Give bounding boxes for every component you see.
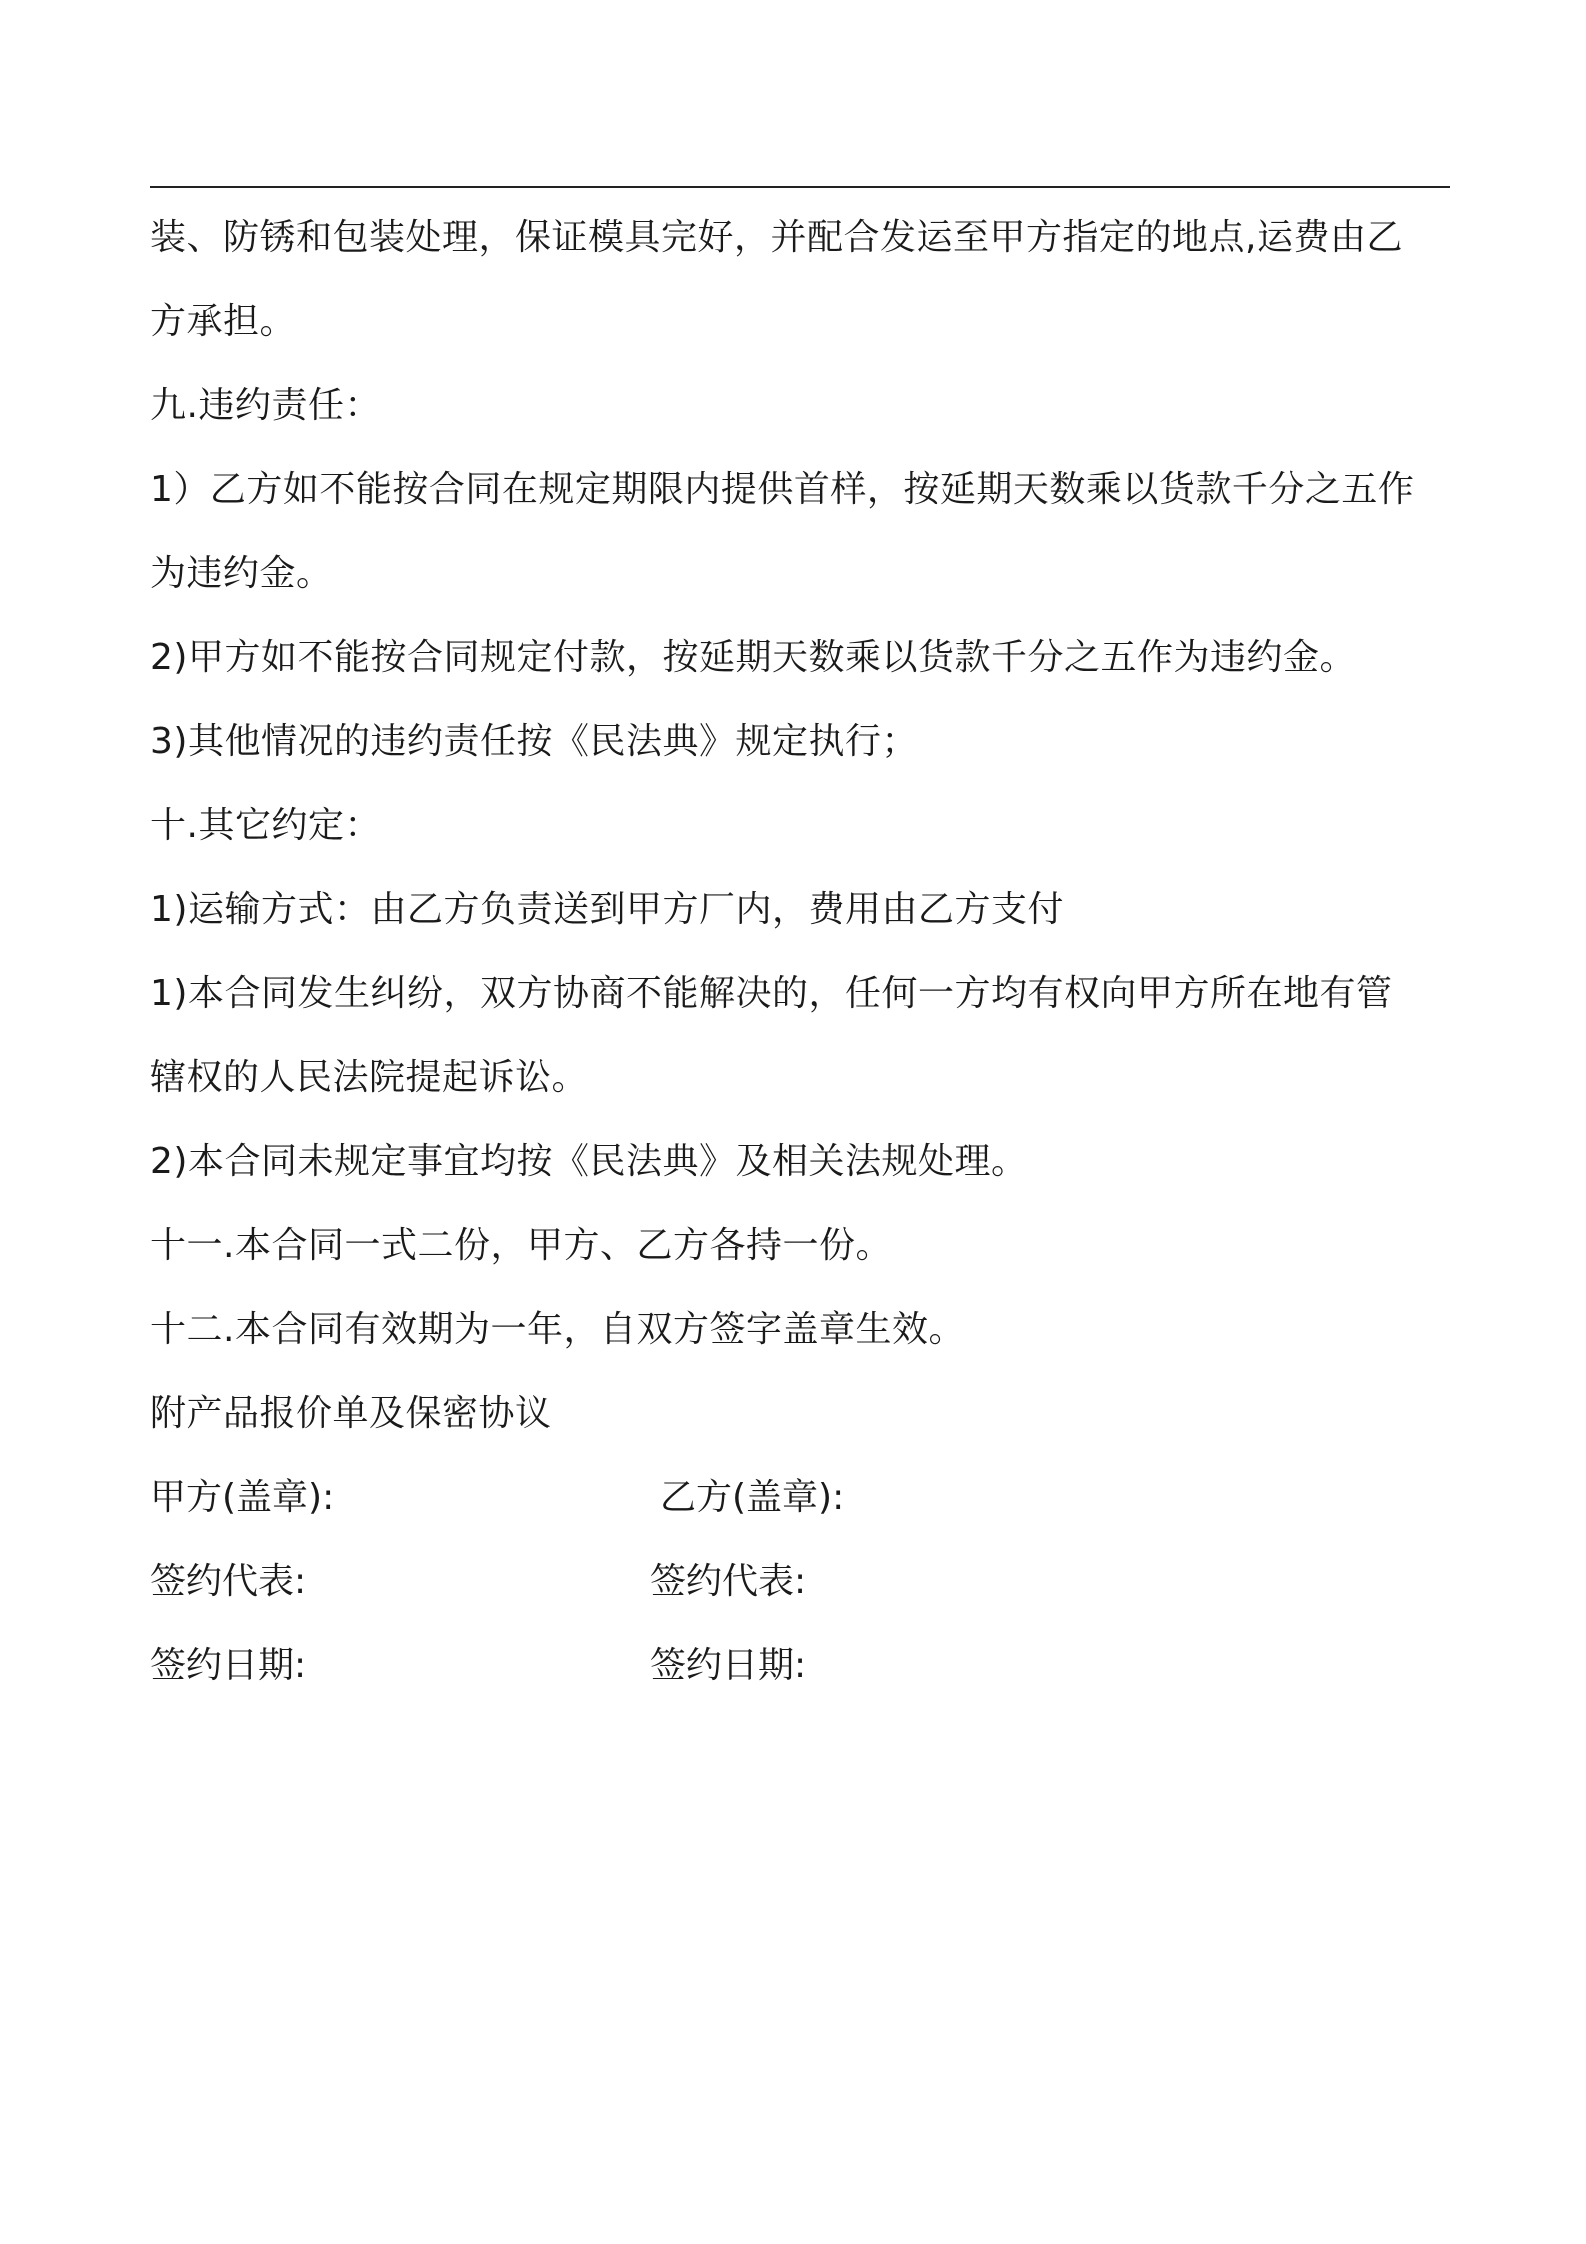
header-rule (150, 186, 1450, 188)
body-line: 1)本合同发生纠纷，双方协商不能解决的，任何一方均有权向甲方所在地有管 (150, 973, 1393, 1014)
party-a-rep-label: 签约代表: (150, 1561, 307, 1602)
party-a-seal-label: 甲方(盖章): (150, 1477, 335, 1518)
body-line: 方承担。 (150, 301, 297, 342)
section-heading-validity: 十二.本合同有效期为一年，自双方签字盖章生效。 (150, 1309, 965, 1350)
section-heading-breach: 九.违约责任： (150, 385, 381, 426)
attachment-note: 附产品报价单及保密协议 (150, 1393, 552, 1434)
party-b-rep-label: 签约代表: (650, 1561, 807, 1602)
body-line: 3)其他情况的违约责任按《民法典》规定执行； (150, 721, 918, 762)
body-line: 为违约金。 (150, 553, 333, 594)
body-line: 辖权的人民法院提起诉讼。 (150, 1057, 589, 1098)
party-b-seal-label: 乙方(盖章): (660, 1477, 845, 1518)
body-line: 装、防锈和包装处理，保证模具完好，并配合发运至甲方指定的地点,运费由乙 (150, 217, 1403, 258)
section-heading-other: 十.其它约定： (150, 805, 381, 846)
body-line: 2)甲方如不能按合同规定付款，按延期天数乘以货款千分之五作为违约金。 (150, 637, 1356, 678)
signature-row-date (150, 1624, 1450, 1708)
body-line: 1)运输方式：由乙方负责送到甲方厂内，费用由乙方支付 (150, 889, 1064, 930)
body-line: 1）乙方如不能按合同在规定期限内提供首样，按延期天数乘以货款千分之五作 (150, 469, 1415, 510)
signature-row-representative (150, 1540, 1450, 1624)
body-line: 2)本合同未规定事宜均按《民法典》及相关法规处理。 (150, 1141, 1028, 1182)
signature-row-seal (150, 1456, 1450, 1540)
section-heading-copies: 十一.本合同一式二份，甲方、乙方各持一份。 (150, 1225, 892, 1266)
party-a-date-label: 签约日期: (150, 1645, 307, 1686)
document-body (150, 196, 1450, 1708)
party-b-date-label: 签约日期: (650, 1645, 807, 1686)
